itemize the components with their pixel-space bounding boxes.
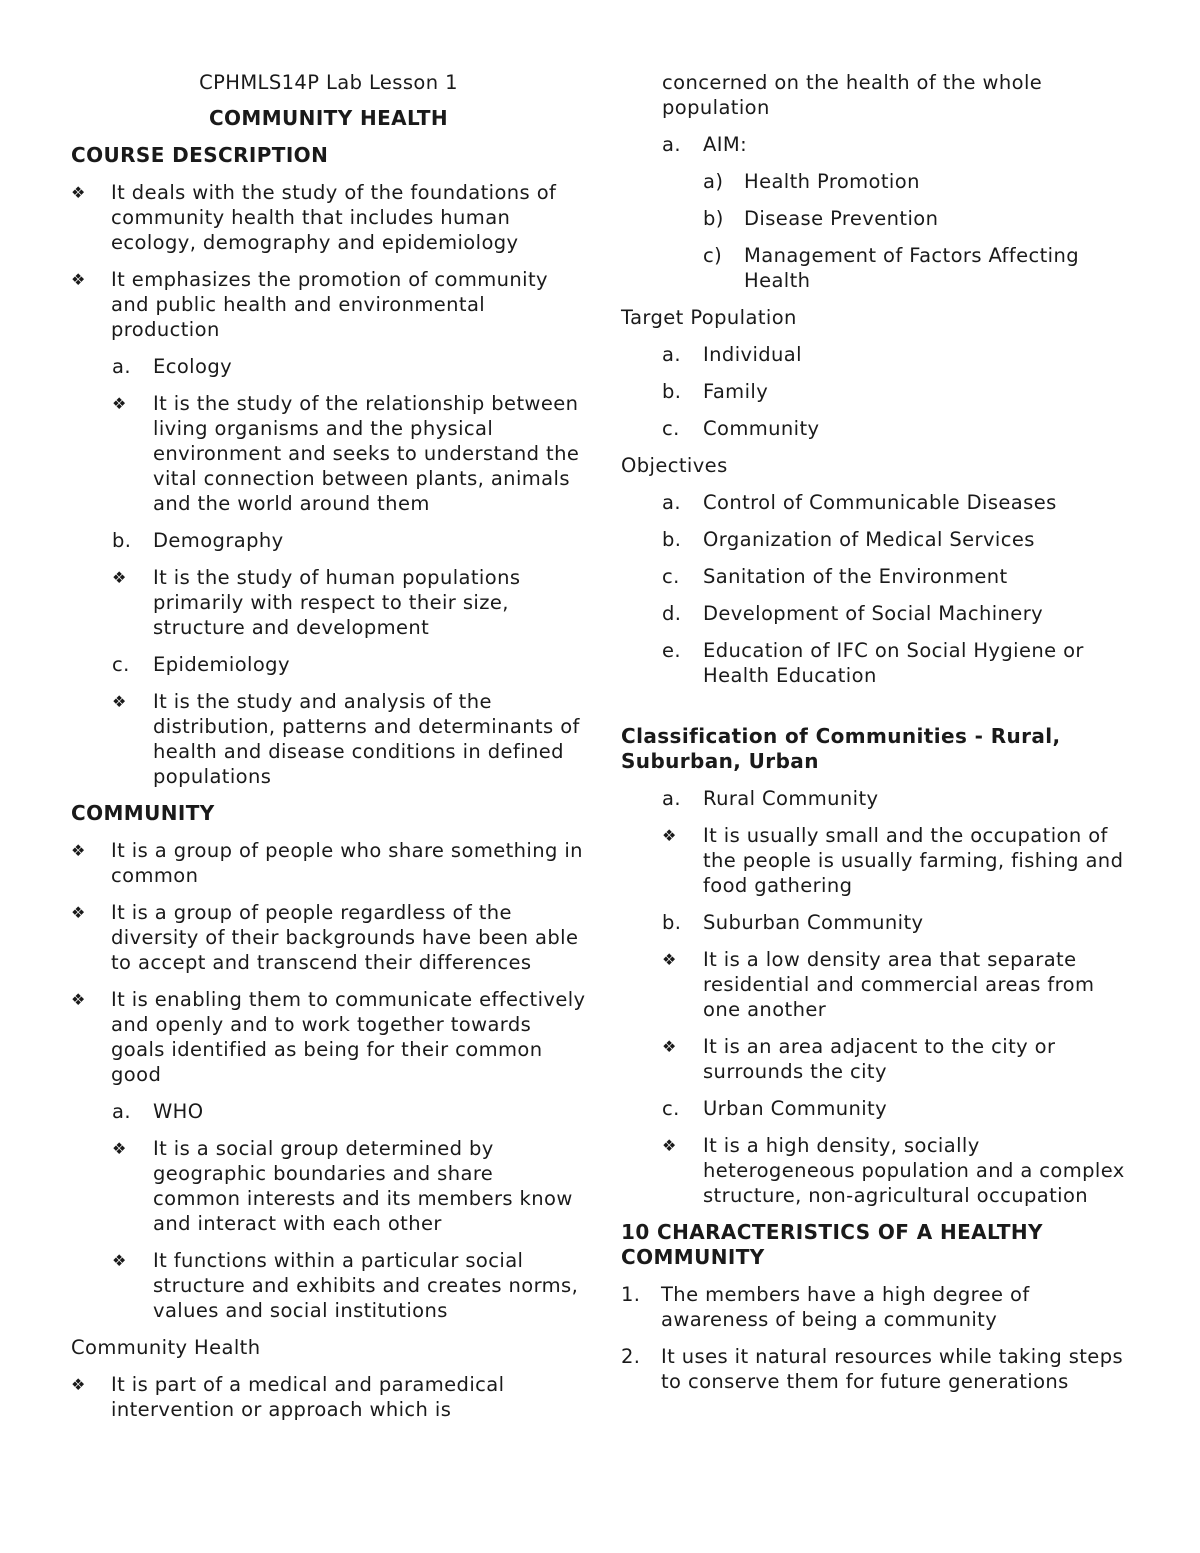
- list-item: [703, 243, 1131, 293]
- list-marker: b): [703, 207, 724, 230]
- community-heading: COMMUNITY: [71, 801, 215, 825]
- list-marker: b.: [112, 529, 132, 552]
- list-item-text: It is usually small and the occupation of the people is usually farming, fishing and food gathering: [703, 824, 1124, 897]
- characteristics-heading: 10 CHARACTERISTICS OF A HEALTHY COMMUNITY: [621, 1220, 1043, 1269]
- list-item-text: Control of Communicable Diseases: [703, 491, 1057, 514]
- list-item-text: It is a social group determined by geographic boundaries and share common interests and its members know and interact with each other: [153, 1137, 573, 1235]
- list-item-text: Community: [703, 417, 820, 440]
- page-title: COMMUNITY HEALTH: [208, 106, 449, 130]
- list-item: [703, 206, 1131, 231]
- list-marker: a.: [662, 491, 681, 514]
- list-marker: b.: [662, 528, 682, 551]
- list-marker: b.: [662, 911, 682, 934]
- list-item-text: Development of Social Machinery: [703, 602, 1044, 625]
- list-marker: a.: [662, 343, 681, 366]
- list-marker: a.: [662, 787, 681, 810]
- diamond-bullet-icon: ❖: [662, 1136, 677, 1155]
- list-item-text: It is part of a medical and paramedical intervention or approach which is: [111, 1373, 505, 1421]
- list-item-text: It functions within a particular social structure and exhibits and creates norms, values and social institutions: [153, 1249, 579, 1322]
- list-marker: c.: [662, 417, 680, 440]
- list-item-text: It is the study of the relationship between living organisms and the physical environment and seeks to understand the vital connection between plants, animals and the world around them: [153, 392, 580, 515]
- target-population-heading: Target Population: [621, 306, 797, 329]
- list-item-text: It is a high density, socially heterogeneous population and a complex structure, non-agricultural occupation: [703, 1134, 1125, 1207]
- list-item: [112, 689, 586, 789]
- classification-heading: Classification of Communities - Rural, Suburban, Urban: [621, 724, 1061, 773]
- list-marker: a.: [112, 1100, 131, 1123]
- diamond-bullet-icon: ❖: [71, 903, 86, 922]
- demography-label: Demography: [153, 529, 284, 552]
- list-item: [662, 1133, 1131, 1208]
- list-item: [112, 528, 586, 553]
- list-item-text: Education of IFC on Social Hygiene or Health Education: [703, 639, 1084, 687]
- list-marker: a): [703, 170, 724, 193]
- list-item-text: Individual: [703, 343, 802, 366]
- list-item: [703, 169, 1131, 194]
- objectives-heading: Objectives: [621, 454, 728, 477]
- diamond-bullet-icon: ❖: [71, 183, 86, 202]
- list-item: [71, 987, 586, 1087]
- list-marker: c.: [112, 653, 130, 676]
- list-item-text: It is an area adjacent to the city or surrounds the city: [703, 1035, 1056, 1083]
- diamond-bullet-icon: ❖: [112, 1139, 127, 1158]
- diamond-bullet-icon: ❖: [112, 394, 127, 413]
- list-item: [662, 527, 1131, 552]
- list-item: [662, 638, 1131, 688]
- list-marker: e.: [662, 639, 681, 662]
- list-marker: c.: [662, 1097, 680, 1120]
- list-item: [662, 910, 1131, 935]
- list-marker: d.: [662, 602, 682, 625]
- list-marker: a.: [662, 133, 681, 156]
- list-item-text: Management of Factors Affecting Health: [744, 244, 1079, 292]
- list-item: [662, 564, 1131, 589]
- list-item-text: Sanitation of the Environment: [703, 565, 1008, 588]
- list-item-text: It is the study and analysis of the distribution, patterns and determinants of health and disease conditions in defined populations: [153, 690, 580, 788]
- list-item: [662, 947, 1131, 1022]
- lesson-header: CPHMLS14P Lab Lesson 1: [199, 71, 458, 94]
- course-description-heading: COURSE DESCRIPTION: [71, 143, 329, 167]
- list-item-text: It is the study of human populations primarily with respect to their size, structure and development: [153, 566, 521, 639]
- list-item: [71, 267, 586, 342]
- list-item-text: It is a group of people regardless of the diversity of their backgrounds have been able to accept and transcend their differences: [111, 901, 579, 974]
- list-item: [112, 652, 586, 677]
- list-item: [662, 490, 1131, 515]
- community-health-heading: Community Health: [71, 1336, 261, 1359]
- list-item-text: The members have a high degree of awareness of being a community: [661, 1283, 1030, 1331]
- list-item-text: Family: [703, 380, 769, 403]
- list-item: [662, 786, 1131, 811]
- list-marker: c): [703, 244, 723, 267]
- list-item: [112, 565, 586, 640]
- list-item: [71, 900, 586, 975]
- diamond-bullet-icon: ❖: [112, 1251, 127, 1270]
- list-item: [71, 180, 586, 255]
- diamond-bullet-icon: ❖: [662, 826, 677, 845]
- list-item: [662, 1034, 1131, 1084]
- list-item: [112, 1248, 586, 1323]
- rural-label: Rural Community: [703, 787, 879, 810]
- diamond-bullet-icon: ❖: [71, 990, 86, 1009]
- list-item-text: It is a low density area that separate residential and commercial areas from one another: [703, 948, 1095, 1021]
- list-item: [71, 838, 586, 888]
- list-marker: 1.: [621, 1283, 641, 1306]
- right-column: [621, 70, 1131, 1406]
- list-item-text: It uses it natural resources while taking steps to conserve them for future generations: [661, 1345, 1124, 1393]
- left-column: [71, 70, 586, 1434]
- list-item: [662, 416, 1131, 441]
- list-item: [662, 1096, 1131, 1121]
- list-item: [112, 1099, 586, 1124]
- list-item: [71, 1372, 586, 1422]
- list-item: [662, 823, 1131, 898]
- list-item: [621, 1344, 1131, 1394]
- diamond-bullet-icon: ❖: [112, 568, 127, 587]
- diamond-bullet-icon: ❖: [71, 1375, 86, 1394]
- list-marker: b.: [662, 380, 682, 403]
- epidemiology-label: Epidemiology: [153, 653, 290, 676]
- list-item: [662, 342, 1131, 367]
- who-label: WHO: [153, 1100, 204, 1123]
- list-item: [112, 1136, 586, 1236]
- diamond-bullet-icon: ❖: [71, 270, 86, 289]
- ecology-label: Ecology: [153, 355, 233, 378]
- suburban-label: Suburban Community: [703, 911, 924, 934]
- list-marker: c.: [662, 565, 680, 588]
- list-marker: 2.: [621, 1345, 641, 1368]
- list-item: [662, 601, 1131, 626]
- diamond-bullet-icon: ❖: [662, 950, 677, 969]
- list-marker: a.: [112, 355, 131, 378]
- list-item-text: Disease Prevention: [744, 207, 939, 230]
- list-item: [662, 132, 1131, 157]
- continuation-text: concerned on the health of the whole population: [662, 71, 1043, 119]
- list-item-text: Organization of Medical Services: [703, 528, 1035, 551]
- spacer: [621, 700, 1131, 724]
- list-item: [112, 391, 586, 516]
- list-item-text: It deals with the study of the foundations of community health that includes human ecology, demography and epidemiology: [111, 181, 557, 254]
- diamond-bullet-icon: ❖: [112, 692, 127, 711]
- urban-label: Urban Community: [703, 1097, 888, 1120]
- list-item-text: It emphasizes the promotion of community and public health and environmental production: [111, 268, 548, 341]
- aim-label: AIM:: [703, 133, 748, 156]
- list-item: [112, 354, 586, 379]
- list-item: [621, 1282, 1131, 1332]
- list-item-text: It is enabling them to communicate effectively and openly and to work together towards goals identified as being for their common good: [111, 988, 586, 1086]
- list-item: [662, 379, 1131, 404]
- list-item-text: Health Promotion: [744, 170, 920, 193]
- list-item-text: It is a group of people who share something in common: [111, 839, 583, 887]
- diamond-bullet-icon: ❖: [71, 841, 86, 860]
- diamond-bullet-icon: ❖: [662, 1037, 677, 1056]
